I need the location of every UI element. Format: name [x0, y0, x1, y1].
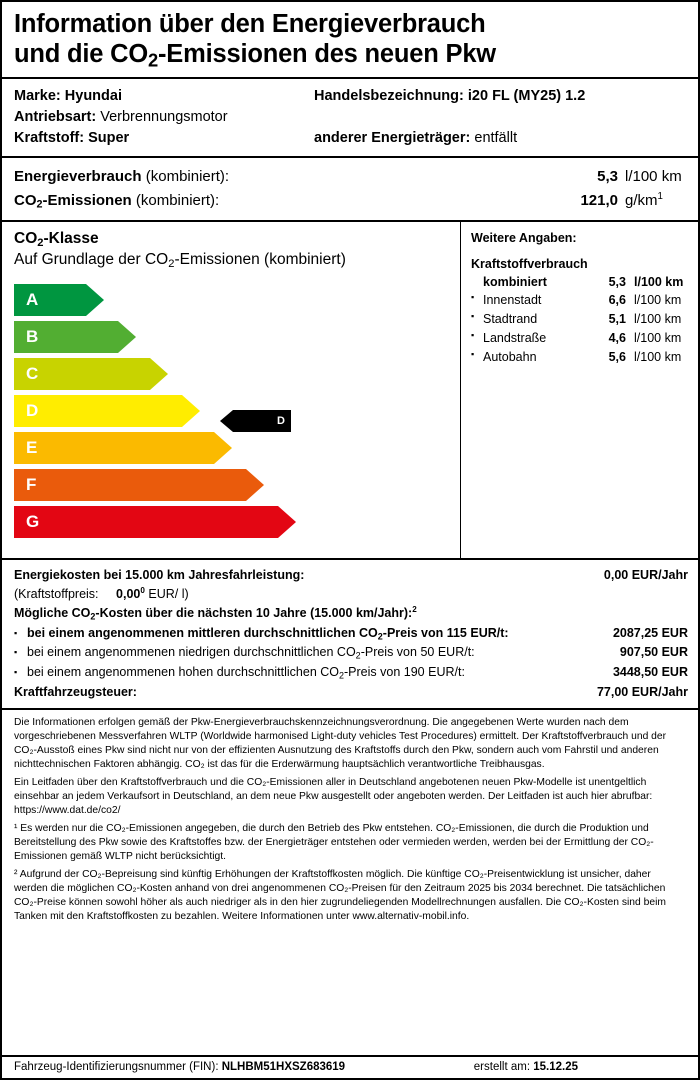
co2-price-value: 115 — [446, 625, 467, 640]
co2-price-unit: EUR/t: — [428, 665, 465, 680]
vehicle-info-block — [2, 79, 698, 156]
co2-price-unit: EUR/t: — [470, 625, 509, 640]
co2-price-amount: 907,50 EUR — [619, 645, 688, 660]
co2-subscript: 2 — [37, 236, 44, 249]
efficiency-bar-C — [14, 358, 460, 390]
consumption-detail-name: Landstraße — [483, 330, 547, 345]
co2-emissionen-value: 121,0 — [580, 191, 618, 209]
footer-row — [2, 1057, 698, 1078]
legal-text-block — [2, 710, 698, 928]
weitere-angaben-panel — [460, 222, 698, 558]
co2-class-block — [2, 222, 698, 558]
class-marker-arrow — [220, 410, 291, 432]
consumption-detail-unit: l/100 km — [634, 274, 684, 289]
legal-paragraph-2: Ein Leitfaden über den Kraftstoffverbrauch und die CO₂-Emissionen aller in Deutschland angebotenen neuen Pkw-Modelle ist unentgeltlich einsehbar an jedem Verkaufsort in Deutschland, an dem neue Pkw ausgestellt oder angeboten werden. Der Leitfaden ist auch hier abrufbar: https://www.dat.de/co2/ — [14, 776, 653, 816]
co2-price-row — [14, 624, 688, 644]
co2-klasse-heading: $CO_2$-Klasse — [14, 230, 99, 249]
efficiency-bar-E — [14, 432, 460, 464]
co2-price-row-text: ▪ bei einem angenommenen hohen durchschnittlichen $CO_2$-Preis von 190 EUR/t: — [14, 665, 465, 681]
co2-price-row-text: ▪ bei einem angenommenen mittleren durchschnittlichen $CO_2$-Preis von 115 EUR/t: — [14, 625, 509, 641]
marker-label: D — [233, 410, 291, 432]
vehicle-row-3 — [14, 128, 688, 149]
co2-subscript: 2 — [148, 49, 159, 71]
kraftstoff-value: Super — [88, 130, 130, 147]
consumption-detail-name: Stadtrand — [483, 312, 538, 327]
marke-label: Marke: — [14, 88, 61, 105]
energiekosten-value: 0,00 EUR/Jahr — [603, 568, 688, 583]
vehicle-row-2-spacer — [314, 107, 688, 128]
bullet-icon: ▪ — [471, 348, 475, 359]
energieverbrauch-label: Energieverbrauch (kombiniert): — [14, 168, 230, 186]
handelsbezeichnung-value: i20 FL (MY25) 1.2 — [467, 88, 586, 105]
energieverbrauch-value: 5,3 — [597, 168, 618, 186]
erstellt-field — [474, 1061, 688, 1073]
page-title-line1: Information über den Energieverbrauch — [14, 10, 486, 38]
handelsbezeichnung-field — [314, 86, 688, 107]
co2-price-row — [14, 643, 688, 663]
anderer-energietraeger-field — [314, 128, 688, 149]
co2-subscript: 2 — [36, 198, 43, 211]
kfz-steuer-label: Kraftfahrzeugsteuer: — [14, 684, 137, 699]
bullet-icon: ▪ — [471, 329, 475, 340]
efficiency-bar-label: B — [14, 321, 118, 353]
footnote-marker-2: 2 — [412, 604, 417, 614]
co2-class-scale — [2, 222, 460, 558]
erstellt-value: 15.12.25 — [533, 1061, 578, 1073]
fin-field — [14, 1061, 345, 1073]
fin-label: Fahrzeug-Identifizierungsnummer (FIN): — [14, 1061, 219, 1073]
co2-emissionen-label: $CO_2$-Emissionen (kombiniert): — [14, 191, 220, 211]
efficiency-bar-tip — [118, 321, 136, 353]
marke-field — [14, 86, 314, 107]
vehicle-row-2 — [14, 107, 688, 128]
efficiency-bar-B — [14, 321, 460, 353]
co2-klasse-subheading: Auf Grundlage der $CO_2$-Emissionen (kombiniert) — [14, 250, 346, 270]
efficiency-bar-tip — [214, 432, 232, 464]
co2-subscript: 2 — [377, 630, 383, 641]
kfz-steuer-row — [14, 683, 688, 702]
anderer-energietraeger-label: anderer Energieträger: — [314, 130, 471, 147]
moegliche-co2-kosten-title: Mögliche $CO_2$-Kosten über die nächsten 10 Jahre (15.000 km/Jahr):$^2$ — [14, 604, 417, 622]
consumption-detail-row — [471, 291, 690, 310]
efficiency-bar-label: A — [14, 284, 86, 316]
co2-price-unit: EUR/t: — [437, 645, 475, 660]
consumption-detail-row — [471, 348, 690, 367]
efficiency-bar-G — [14, 506, 460, 538]
consumption-detail-unit: l/100 km — [634, 293, 682, 308]
efficiency-bar-label: C — [14, 358, 150, 390]
energieverbrauch-row — [14, 165, 688, 188]
consumption-detail-value: 5,3 — [608, 274, 626, 289]
anderer-energietraeger-value: entfällt — [474, 130, 518, 147]
efficiency-bar-tip — [182, 395, 200, 427]
marke-value: Hyundai — [64, 88, 122, 105]
consumption-detail-unit: l/100 km — [634, 349, 682, 364]
efficiency-bar-tip — [86, 284, 104, 316]
consumption-detail-unit: l/100 km — [634, 312, 682, 327]
co2-emissionen-row — [14, 189, 688, 213]
efficiency-bar-tip — [246, 469, 264, 501]
co2-price-row-text: ▪ bei einem angenommenen niedrigen durchschnittlichen $CO_2$-Preis von 50 EUR/t: — [14, 645, 475, 661]
consumption-detail-name: kombiniert — [483, 274, 547, 289]
bullet-icon: ▪ — [14, 627, 18, 638]
energiekosten-row — [14, 566, 688, 585]
antriebsart-label: Antriebsart: — [14, 109, 97, 126]
kraftstoffverbrauch-subtitle: Kraftstoffverbrauch — [471, 257, 588, 272]
energieverbrauch-paren: (kombiniert): — [145, 168, 230, 186]
bullet-icon: ▪ — [14, 647, 18, 658]
co2-subscript: 2 — [339, 670, 345, 681]
page-title-line2: und die $CO_2$-Emissionen des neuen Pkw — [14, 40, 496, 71]
co2-emissionen-unit: $g/km^1$ — [625, 190, 663, 209]
consumption-detail-value: 6,6 — [608, 293, 626, 308]
antriebsart-field — [14, 107, 314, 128]
consumption-detail-name: Innenstadt — [483, 293, 542, 308]
co2-price-row — [14, 663, 688, 683]
costs-block — [2, 560, 698, 708]
kraftstoffpreis-value: 0,00 — [116, 586, 141, 601]
erstellt-label: erstellt am: — [473, 1061, 531, 1073]
bullet-icon: ▪ — [471, 292, 475, 303]
energieverbrauch-unit: l/100 km — [625, 168, 682, 186]
co2-price-amount: 2087,25 EUR — [612, 625, 688, 640]
efficiency-bar-A — [14, 284, 460, 316]
bullet-icon: ▪ — [14, 667, 18, 678]
fin-value: NLHBM51HXSZ683619 — [221, 1061, 346, 1073]
co2-subscript: 2 — [90, 611, 96, 622]
footnote-marker-1: 1 — [657, 190, 663, 202]
efficiency-bar-tip — [150, 358, 168, 390]
consumption-detail-value: 5,1 — [608, 312, 626, 327]
kraftstoff-field — [14, 128, 314, 149]
efficiency-bar-label: D — [14, 395, 182, 427]
antriebsart-value: Verbrennungsmotor — [100, 109, 228, 126]
page-title — [2, 2, 698, 77]
efficiency-bar-label: F — [14, 469, 246, 501]
consumption-detail-value: 4,6 — [608, 330, 626, 345]
consumption-detail-unit: l/100 km — [634, 330, 682, 345]
consumption-detail-value: 5,6 — [608, 349, 626, 364]
consumption-block — [2, 158, 698, 220]
co2-price-rows — [14, 624, 688, 683]
efficiency-bar-label: E — [14, 432, 214, 464]
consumption-detail-row — [471, 310, 690, 329]
kraftstoff-label: Kraftstoff: — [14, 130, 85, 147]
consumption-detail-row — [471, 329, 690, 348]
co2-price-amount: 3448,50 EUR — [612, 665, 688, 680]
kraftstoffpreis-sup: 0 — [140, 585, 145, 595]
bullet-icon — [471, 273, 483, 292]
kraftstoffverbrauch-rows — [471, 273, 690, 367]
kfz-steuer-value: 77,00 EUR/Jahr — [596, 684, 688, 699]
kraftstoffpreis-row: (Kraftstoffpreis: 0,00$^0$ EUR/ l) — [14, 585, 189, 601]
co2-subscript: 2 — [168, 257, 175, 270]
marker-arrow-head — [220, 410, 233, 432]
efficiency-bar-F — [14, 469, 460, 501]
co2-price-value: 50 — [420, 645, 435, 660]
legal-footnote-2: ² Aufgrund der CO₂-Bepreisung sind künftig Erhöhungen der Kraftstoffkosten möglich. Die künftige CO₂-Preisentwicklung ist unsicher, daher werden die möglichen CO₂-Kosten anhand von drei angenommenen CO₂-Preisen für den Zeitraum 2025 bis 2034 berechnet. Die tatsächlichen CO₂-Preise können sowohl höher als auch niedriger als in den hier zugrundeliegenden Modellrechnungen ausfallen. Die CO₂-Kosten sind beim Tanken mit den Kraftstoffkosten zu bezahlen. Weitere Informationen unter www.alternativ-mobil.info. — [14, 868, 666, 922]
legal-footnote-1: ¹ Es werden nur die CO₂-Emissionen angegeben, die durch den Betrieb des Pkw entstehen. CO₂-Emissionen, die durch die Produktion und Bereitstellung des Pkw sowie des Kraftstoffes bzw. der Energieträger entstehen oder vermieden werden, werden bei der Ermittlung der CO₂-Emissionen gemäß WLTP nicht berücksichtigt. — [14, 822, 654, 862]
consumption-detail-row — [471, 273, 690, 292]
vehicle-row-1 — [14, 86, 688, 107]
legal-paragraph-1: Die Informationen erfolgen gemäß der Pkw-Energieverbrauchskennzeichnungsverordnung. Die angegebenen Werte wurden nach dem vorgeschriebenen Messverfahren WLTP (Worldwide harmonised Light-duty vehicles Test Procedures) ermittelt. Der Kraftstoffverbrauch und der CO₂-Ausstoß eines Pkw sind nicht nur von der effizienten Ausnutzung des Kraftstoffs durch den Pkw, sondern auch vom Fahrstil und anderen nichttechnischen Faktoren abhängig. CO₂ ist das für die Erderwärmung hauptsächlich verantwortliche Treibhausgas. — [14, 716, 667, 770]
energiekosten-label: Energiekosten bei 15.000 km Jahresfahrleistung: — [14, 568, 305, 583]
bullet-icon: ▪ — [471, 311, 475, 322]
footer — [2, 1055, 698, 1078]
efficiency-bar-label: G — [14, 506, 278, 538]
efficiency-bar-tip — [278, 506, 296, 538]
co2-price-value: 190 — [403, 665, 425, 680]
handelsbezeichnung-label: Handelsbezeichnung: — [314, 88, 464, 105]
co2-subscript: 2 — [355, 650, 361, 661]
weitere-angaben-title: Weitere Angaben: — [471, 231, 577, 246]
consumption-detail-name: Autobahn — [483, 349, 537, 364]
co2-emissionen-paren: (kombiniert): — [135, 191, 220, 209]
